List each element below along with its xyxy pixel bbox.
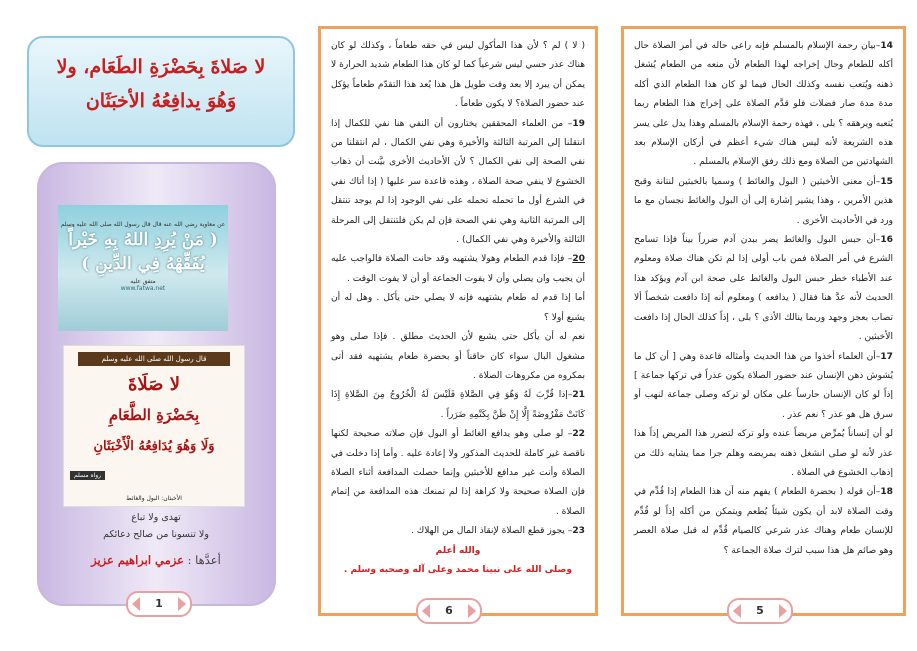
- hadith-image-1: [58, 205, 228, 331]
- hadith-image-2-source: رواه مسلم: [70, 471, 105, 480]
- para-text: –بيان رحمة الإسلام بالمسلم فإنه راعى حاله في أمر الصلاة حال أكله للطعام وحال إخراجه لهذا الطعام لأن منعه من الطعام يُشغل ذهنه ويُتعب نفسه وكذلك الحال فيما لو كان هذا الطعام الذي أكله مدة مدة صار فضلات فلو قدَّم الصلاة على إخراج هذا الطعام ربما يُتعبه ويرهقه ؟ بلى ، فهذه رحمة الإسلام بالمسلم وهذا يدل على يسر هذه الشريعة لأنه ليس هناك شيء أعظم في أركان الإسلام بعد الشهادتين من الصلاة ومع ذلك رفق الإسلام بالمسلم .: [634, 41, 893, 168]
- para-num: 22: [572, 429, 585, 440]
- page-6-para-20c: نعم له أن يأكل حتى يشبع لأن الحديث مطلق . فإذا صلى وهو مشغول البال سواء كان حاقناً أو بحضرة طعام يشتهيه فقد أتى بمكروه من مكروهات الصلاة .: [331, 332, 585, 381]
- hadith-image-2-line3: وَلَا وَهُوَ يُدَافِعُهُ الْأَخْبَثَانِ: [93, 439, 215, 454]
- para-num: 17: [880, 351, 893, 362]
- page-number-5: 5: [727, 598, 793, 624]
- hadith-image-2-header: قال رسول الله صلى الله عليه وسلم: [78, 352, 230, 366]
- para-text: لو أن إنساناً يُمرِّض مريضاً عنده ولو تركه لتضرر هذا المريض إذاً هذا عذر لأنه لو صلى انشغل ذهنه بمريضه وهلم جرا مما يشابه ذلك من إذهاب الخشوع في الصلاة .: [634, 429, 893, 478]
- hadith-image-1-line2: يُفَقِّهْهُ فِي الدِّينِ ): [81, 254, 205, 274]
- hadith-image-1-caption: عن معاوية رضي الله عنه قال قال رسول الله صلى الله عليه وسلم: [60, 221, 226, 228]
- hadith-image-2-line1: لا صَلَاةَ: [128, 374, 180, 395]
- para-num: 19: [572, 118, 585, 129]
- cover-title-line2: وَهُوَ يدافِعُهُ الأخبَثَان: [85, 90, 237, 112]
- page-5-para-17: [634, 348, 893, 426]
- dua-line-1: تهدى ولا تباع: [131, 512, 181, 523]
- para-text: – لو صلى وهو يدافع الغائط أو البول فإن صلاته صحيحة لكنها ناقصة غير كاملة للحديث المذكور ولا إعادة عليه . وأما إذا دخلت في الصلاة وأنت غير مدافع للأخبثين وإنما حصلت المدافعة أثناء الصلاة فإن الصلاة صحيحة ولا كراهة إذا لم تمنعك هذه المدافعة من إتمام الصلاة .: [331, 429, 585, 517]
- para-text: –أن حبس البول والغائط يضر ببدن آدم ضرراً بيناً فإذا تسامح الشرع في أمر الصلاة فمن باب أولى إذا لم تكن هناك صلاة ومعلوم عند الأطباء خطر حبس البول والغائط على صحة ابن آدم ويؤكد هذا الحديث لأنه عدَّ هنا فقال ( يدافعه ) ومعلوم أنه إذا دافعت شخصاً ألا تصاب بعجز وجهد وربما ينالك الأذى ؟ بلى ، إذاً كذلك الحال إذا دافعت الأخبثين .: [634, 235, 893, 343]
- cover-title-box: [27, 36, 295, 147]
- page-5-para-16: [634, 231, 893, 347]
- page-6-para-23: [331, 522, 585, 541]
- author-label: أعدَّها :: [187, 553, 221, 567]
- para-text: – فإذا قدم الطعام وهولا يشتهيه وقد حانت الصلاة فالواجب عليه أن يجيب وان يصلي وأن لا يفوت الجماعة أو أن لا يفوت الوقت .: [331, 254, 585, 284]
- page-6-para-22: [331, 425, 585, 522]
- para-text: –أن قوله ( بحضرة الطعام ) يفهم منه أن هذا الطعام إذا قُدِّم في وقت الصلاة لابد أن يكون شيئاً يُطعم ويتمكن من أكله إذاً لو قُدِّم للإنسان طعام وهناك عذر شرعي كالصيام قُدِّم له قبل صلاة العصر وهو صائم هل هذا سبب لترك صلاة الجماعة ؟: [634, 487, 893, 556]
- hadith-image-2: [63, 345, 245, 507]
- page-number-6: 6: [416, 598, 482, 624]
- para-num: 20: [572, 254, 585, 265]
- author-name: عزمي ابراهيم عزيز: [91, 553, 184, 567]
- para-num: 15: [880, 176, 893, 187]
- para-text: –أن العلماء أخذوا من هذا الحديث وأمثاله قاعدة وهي [ أن كل ما يُشوش ذهن الإنسان عند حضور الصلاة يكون عذراً في تركها جماعة ] إذاً لو كان الإنسان حارساً على مكان لو تركه وصلى جماعة لنهب أو سرق هل هو عذر ؟ نعم عذر .: [634, 351, 893, 420]
- dua-line-2: ولا تنسونا من صالح دعائكم: [103, 529, 209, 540]
- hadith-image-1-narrator: متفق عليه: [130, 278, 156, 285]
- para-text: – يجوز قطع الصلاة لإنقاذ المال من الهلاك .: [410, 526, 573, 537]
- author-line: [40, 553, 272, 567]
- cover-title-line1: لا صَلاةَ بِحَضْرَةِ الطَعَام، ولا: [56, 56, 266, 78]
- page-6-para-21: [331, 386, 585, 425]
- para-text: – من العلماء المحققين يختارون أن النفي هنا نفي للكمال إذا انتقلنا إلى المرتبة الثالثة والأخيرة وهي نفي الكمال ، لم انتقلنا من نفي الصحة إلى نفي الكمال ؟ لأن الأحاديث الأخرى بيَّنت أن ذهاب الخشوع لا ينفي صحة الصلاة ، وهذه قاعدة سر عليها ( إذا أتاك نفي في الشرع أول ما تحمله تحمله على نفي الوجود إذا لم يوجد تنتقل إلى المرتبة الثانية وهي نفي الصحة فإن لم يكن فلتنتقل إلى المرحلة الثالثة والأخيرة وهي نفي الكمال) .: [331, 118, 585, 246]
- para-num: 21: [572, 390, 585, 401]
- page-5-para-18: [634, 483, 893, 561]
- hadith-image-1-site: www.fatwa.net: [120, 285, 166, 292]
- para-num: 14: [880, 41, 893, 51]
- page-6-para-19: [331, 115, 585, 251]
- page-number-1: 1: [126, 591, 192, 617]
- para-num: 23: [572, 526, 585, 537]
- para-num: 18: [880, 487, 893, 498]
- para-text: –أن معنى الأخبثين ( البول والغائط ) وسميا بالخبثين لنتانة وقبح هذين الأمرين ، وهذا يشير إشارة إلى أن البول والغائط نجسان مع ما ورد في الأحاديث الأخرى .: [634, 176, 893, 226]
- hadith-image-2-line2: بِحَضْرَةِ الطَّعَامِ: [108, 406, 200, 424]
- page-6-para-20b: أما إذا قدم له طعام يشتهيه فإنه لا يصلي حتى يأكل . وهل له أن يشبع أولا ؟: [331, 293, 585, 323]
- page-5-para-15: [634, 173, 893, 231]
- page-5-para-17b: [634, 425, 893, 483]
- page-5-panel: [621, 26, 906, 616]
- para-num: 16: [880, 235, 893, 246]
- hadith-image-2-footnote: الأخبثان: البول والغائط: [126, 495, 182, 502]
- page-6-para-20: [331, 250, 585, 289]
- para-text: –إذا قُرِّبَ لَهُ وَهُوَ فِي الصَّلاةِ فَلَيْسَ لَهُ الْخُرُوجُ مِنَ الصَّلاةِ إِذَا كَانَتْ مَفْرُوضَةً إِلَّا إِنْ ظَنَّ بِكَتْمِهِ ضَرَراً .: [331, 390, 585, 420]
- page-6-panel: [318, 26, 598, 616]
- page-5-para-14: [634, 37, 893, 173]
- page-6-intro: ( لا ) لم ؟ لأن هذا المأكول ليس في حقه طعاماً ، وكذلك لو كان هناك عذر حسي ليس شرعياً كما لو كان هذا الطعام شديد الحرارة لا يمكن أن يبرد إلا بعد وقت طويل هل هذا يُعد هذا التقدّم طعاماً يؤكل عند حضور الصلاة؟ لا يكون طعاماً .: [331, 41, 585, 110]
- page-6-closing-1: والله أعلم: [435, 545, 481, 556]
- page-6-closing-2: وصلى الله على نبينا محمد وعلى آله وصحبه وسلم .: [343, 564, 573, 575]
- hadith-image-1-line1: ( مَنْ يُرِدِ اللهُ بِهِ خَيْراً: [68, 230, 218, 250]
